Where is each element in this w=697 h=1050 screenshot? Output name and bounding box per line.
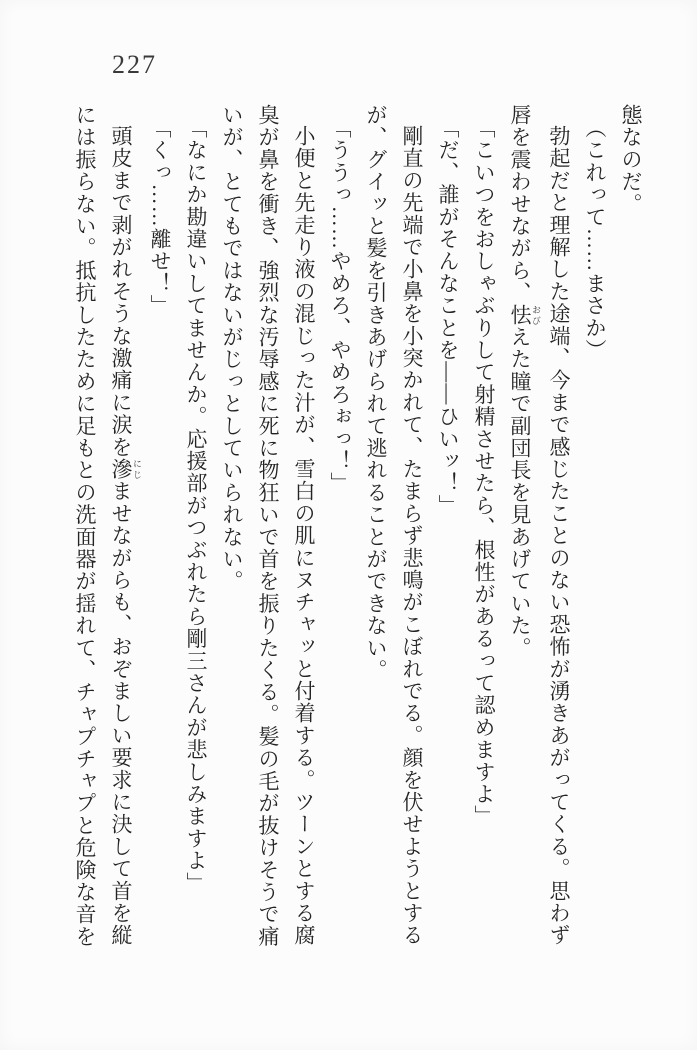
ruby-base: 滲 bbox=[109, 458, 133, 481]
text-segment: ませながらも、おぞましい要求に決して首を縦 bbox=[109, 480, 133, 947]
text-segment: えた瞳で副団長を見あげていた。 bbox=[508, 326, 532, 660]
ruby-base: 怯 bbox=[508, 303, 532, 327]
text-line: 臭が鼻を衝き、強烈な汚辱感に死に物狂いで首を振りたくる。髪の毛が抜けそうで痛 bbox=[256, 104, 280, 948]
text-line: 「こいつをおしゃぶりして射精させたら、根性があるって認めますよ」 bbox=[472, 116, 496, 827]
text-line: 態なのだ。 bbox=[619, 104, 643, 215]
text-line: 「なにか勘違いしてませんか。応援部がつぶれたら剛三さんが悲しみますよ」 bbox=[184, 116, 208, 894]
text-block bbox=[67, 104, 649, 952]
text-segment: 頭皮まで剥がれそうな激痛に涙を bbox=[109, 125, 133, 458]
text-line: が、グイッと髪を引きあげられて逃れることができない。 bbox=[364, 104, 388, 682]
furigana: にじ bbox=[132, 458, 142, 481]
text-line: 「だ、誰がそんなことを――ひいッ！」 bbox=[436, 116, 460, 517]
text-line: 小便と先走り液の混じった汁が、雪白の肌にヌチャッと付着する。ツーンとする腐 bbox=[292, 125, 316, 947]
text-line: には振らない。抵抗したために足もとの洗面器が揺れて、チャプチャプと危険な音を bbox=[73, 104, 97, 948]
text-line bbox=[103, 104, 142, 952]
text-line: 剛直の先端で小鼻を小突かれて、たまらず悲鳴がこぼれでる。顔を伏せようとする bbox=[400, 125, 424, 947]
text-line bbox=[502, 104, 541, 952]
text-line: いが、とてもではないがじっとしていられない。 bbox=[220, 104, 244, 593]
ruby-annotation bbox=[508, 303, 541, 327]
furigana: おび bbox=[531, 303, 541, 327]
text-segment: 唇を震わせながら、 bbox=[508, 104, 532, 304]
text-line: 「くっ……離せ！」 bbox=[148, 116, 172, 317]
page-number: 227 bbox=[112, 50, 157, 79]
ruby-annotation bbox=[109, 458, 142, 481]
text-line: 「ううっ……やめろ、やめろぉっ！」 bbox=[328, 116, 352, 494]
text-line: 勃起だと理解した途端、今まで感じたことのない恐怖が湧きあがってくる。思わず bbox=[547, 125, 571, 947]
text-line: （これって……まさか） bbox=[583, 116, 607, 361]
